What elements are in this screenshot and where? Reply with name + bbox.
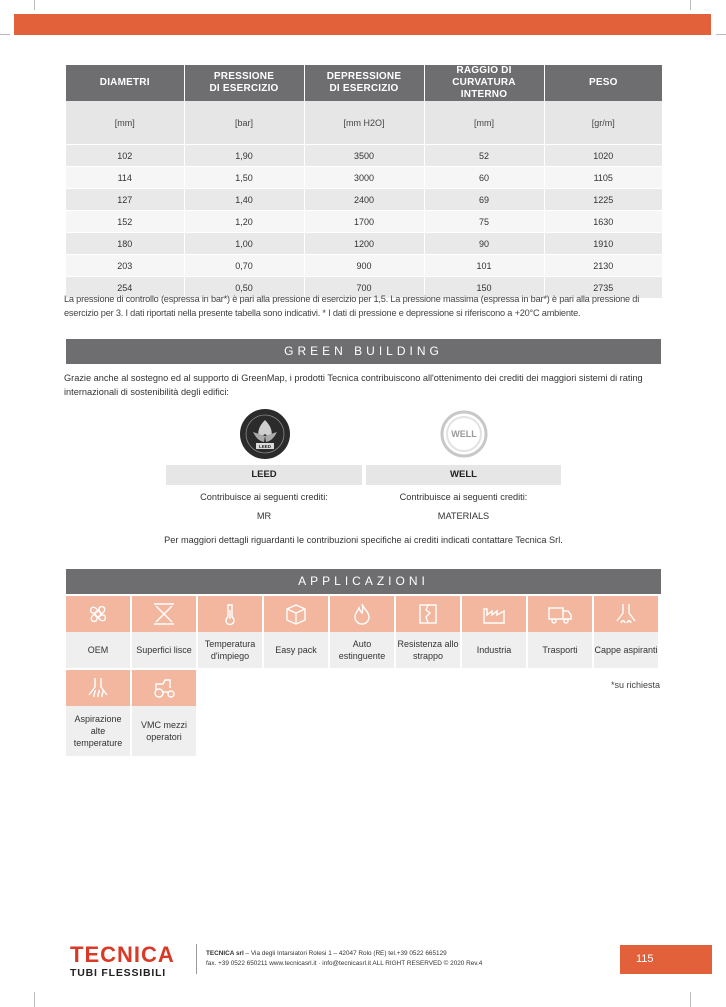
table-cell: 3000	[304, 167, 424, 189]
table-cell: 1020	[544, 145, 662, 167]
table-row	[66, 233, 662, 255]
table-row	[66, 255, 662, 277]
app-label: Auto estinguente	[330, 632, 394, 668]
top-accent-bar	[14, 14, 711, 35]
table-cell: 180	[66, 233, 184, 255]
address: – Via degli Intarsiatori Rolesi 1 – 42047 Rolo (RE) tel.+39 0522 665129	[243, 950, 447, 957]
table-row	[66, 211, 662, 233]
table-cell: 0,70	[184, 255, 304, 277]
table-cell: 203	[66, 255, 184, 277]
app-resistenza	[396, 596, 460, 632]
crop-mark	[34, 992, 35, 1007]
app-autoestinguente	[330, 596, 394, 632]
table-row	[66, 189, 662, 211]
app-industria	[462, 596, 526, 632]
app-label: VMC mezzi operatori	[132, 706, 196, 756]
table-cell: 2735	[544, 277, 662, 299]
app-superfici	[132, 596, 196, 632]
contacts: fax. +39 0522 650211 www.tecnicasrl.it · info@tecnicasrl.it ALL RIGHT RESERVED © 2020 Rev.4	[206, 960, 483, 967]
app-trasporti	[528, 596, 592, 632]
app-vmc	[132, 670, 196, 706]
table-cell: 1630	[544, 211, 662, 233]
table-cell: 69	[424, 189, 544, 211]
table-cell: 152	[66, 211, 184, 233]
table-cell: 700	[304, 277, 424, 299]
well-credit: MATERIALS	[437, 511, 490, 521]
brand-name: TECNICA	[70, 942, 175, 967]
table-cell: 1,00	[184, 233, 304, 255]
table-cell: 2400	[304, 189, 424, 211]
table-cell: 1105	[544, 167, 662, 189]
table-cell: 1,90	[184, 145, 304, 167]
unit-cell: [bar]	[184, 101, 304, 145]
table-cell: 1,50	[184, 167, 304, 189]
app-label: Industria	[462, 632, 526, 668]
green-building-title: GREEN BUILDING	[66, 339, 661, 364]
tractor-icon	[151, 675, 177, 701]
table-cell: 101	[424, 255, 544, 277]
box-icon	[283, 601, 309, 627]
table-cell: 1700	[304, 211, 424, 233]
crop-mark	[690, 992, 691, 1007]
app-temperatura	[198, 596, 262, 632]
table-cell: 114	[66, 167, 184, 189]
app-oem	[66, 596, 130, 632]
crop-mark	[716, 34, 726, 35]
table-cell: 1,40	[184, 189, 304, 211]
table-cell: 1910	[544, 233, 662, 255]
header-peso: PESO	[544, 65, 662, 101]
app-label: Aspirazione alte temperature	[66, 706, 130, 756]
svg-text:WELL: WELL	[451, 429, 477, 439]
table-header-row	[66, 65, 662, 101]
app-label: Resistenza allo strappo	[396, 632, 460, 668]
applicazioni-title: APPLICAZIONI	[66, 569, 661, 594]
header-depressione: DEPRESSIONE DI ESERCIZIO	[304, 65, 424, 101]
footer-divider	[196, 944, 197, 974]
crop-mark	[690, 0, 691, 10]
leed-logo	[239, 408, 291, 460]
app-label: Easy pack	[264, 632, 328, 668]
green-building-note: Per maggiori dettagli riguardanti le contribuzioni specifiche ai crediti indicati contattare Tecnica Srl.	[164, 535, 563, 545]
table-cell: 75	[424, 211, 544, 233]
app-label: Temperatura d'impiego	[198, 632, 262, 668]
thermometer-icon	[217, 601, 243, 627]
hood-icon	[613, 601, 639, 627]
tear-resistance-icon	[415, 601, 441, 627]
page-number: 115	[620, 945, 712, 974]
table-cell: 90	[424, 233, 544, 255]
app-easypack	[264, 596, 328, 632]
units-row	[66, 101, 662, 145]
leed-text: Contribuisce ai seguenti crediti:	[200, 492, 328, 502]
app-label: Superfici lisce	[132, 632, 196, 668]
leed-credit: MR	[256, 511, 272, 521]
table-cell: 60	[424, 167, 544, 189]
table-cell: 0,50	[184, 277, 304, 299]
brand-sub: TUBI FLESSIBILI	[70, 967, 166, 979]
header-raggio: RAGGIO DI CURVATURA INTERNO	[424, 65, 544, 101]
app-label: OEM	[66, 632, 130, 668]
table-cell: 3500	[304, 145, 424, 167]
table-cell: 102	[66, 145, 184, 167]
header-pressione: PRESSIONE DI ESERCIZIO	[184, 65, 304, 101]
app-cappe	[594, 596, 658, 632]
company-name: TECNICA srl	[206, 950, 244, 957]
table-cell: 52	[424, 145, 544, 167]
table-cell: 1,20	[184, 211, 304, 233]
table-cell: 150	[424, 277, 544, 299]
crop-mark	[0, 34, 10, 35]
spec-table	[66, 65, 662, 298]
well-logo	[439, 405, 489, 461]
table-cell: 1200	[304, 233, 424, 255]
green-building-intro: Grazie anche al sostegno ed al supporto di GreenMap, i prodotti Tecnica contribuiscono all'ottenimento dei crediti dei maggiori sistemi di rating internazionali di sostenibilità degli edifici:	[64, 373, 643, 397]
table-note: La pressione di controllo (espressa in bar*) è pari alla pressione di esercizio per 1,5. La pressione massima (espressa in bar*) è pari alla pressione di esercizio per 3. I dati riportati nella presente tabella sono indicativi. * I dati di pressione e depressione si riferiscono a +20°C ambiente.	[64, 294, 640, 318]
table-cell: 1225	[544, 189, 662, 211]
smooth-surface-icon	[151, 601, 177, 627]
factory-icon	[481, 601, 507, 627]
unit-cell: [mm]	[424, 101, 544, 145]
table-row	[66, 145, 662, 167]
tecnica-logo	[70, 944, 180, 979]
unit-cell: [gr/m]	[544, 101, 662, 145]
footer-contacts	[206, 949, 536, 969]
svg-text:LEED: LEED	[258, 444, 272, 449]
footnote: *su richiesta	[610, 680, 660, 690]
truck-icon	[547, 601, 573, 627]
table-cell: 127	[66, 189, 184, 211]
well-text: Contribuisce ai seguenti crediti:	[399, 492, 528, 502]
leed-label: LEED	[166, 465, 362, 485]
fan-icon	[85, 601, 111, 627]
table-cell: 254	[66, 277, 184, 299]
table-row	[66, 167, 662, 189]
unit-cell: [mm]	[66, 101, 184, 145]
hot-extraction-icon	[85, 675, 111, 701]
table-cell: 900	[304, 255, 424, 277]
header-diametri: DIAMETRI	[66, 65, 184, 101]
app-label: Cappe aspiranti	[594, 632, 658, 668]
well-label: WELL	[366, 465, 561, 485]
flame-icon	[349, 601, 375, 627]
app-aspirazione	[66, 670, 130, 706]
crop-mark	[34, 0, 35, 10]
app-label: Trasporti	[528, 632, 592, 668]
unit-cell: [mm H2O]	[304, 101, 424, 145]
table-cell: 2130	[544, 255, 662, 277]
